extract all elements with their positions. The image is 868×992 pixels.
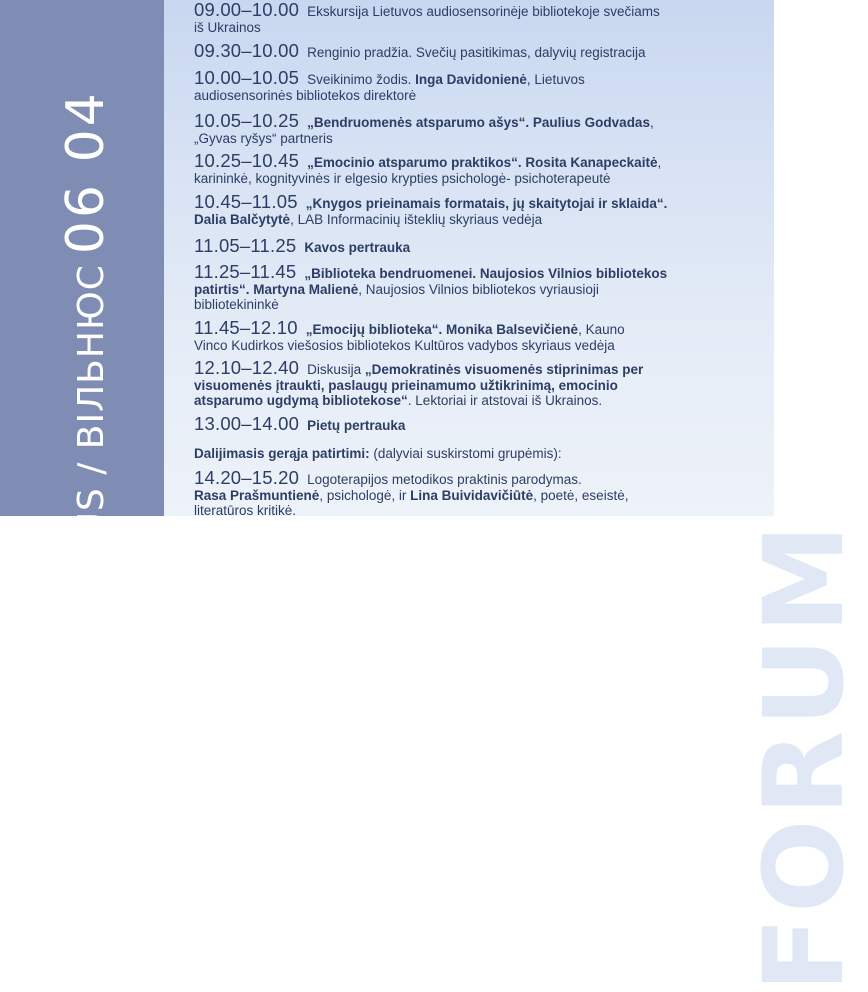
agenda-text: „Demokratinės visuomenės stiprinimas per — [364, 362, 644, 377]
agenda-time: 11.45–12.10 — [194, 317, 298, 338]
agenda-text: literatūros kritikė. — [194, 503, 297, 518]
agenda-description — [307, 418, 405, 433]
agenda-text: atsparumo ugdymą bibliotekose“ — [194, 393, 408, 408]
agenda-description — [306, 322, 625, 337]
agenda-description — [306, 196, 668, 211]
agenda-time: 12.10–12.40 — [194, 357, 300, 378]
agenda-description-continued — [194, 503, 754, 518]
agenda-text: Lina Buividavičiūtė — [410, 488, 534, 503]
agenda-description-continued — [194, 171, 754, 186]
agenda-description — [307, 72, 585, 87]
agenda-text: audiosensorinės bibliotekos direktorė — [194, 88, 417, 103]
agenda-description — [307, 362, 643, 377]
agenda-time: 10.25–10.45 — [194, 150, 300, 171]
agenda-text: „Emocinio atsparumo praktikos“. Rosita Kanapeckaitė — [307, 155, 658, 170]
agenda-text: , LAB Informacinių išteklių skyriaus vedėja — [290, 212, 543, 227]
agenda-item — [194, 467, 754, 518]
agenda-text: karininkė, kognityvinės ir elgesio krypties psichologė- psichoterapeutė — [194, 171, 611, 186]
agenda-description — [304, 266, 667, 281]
agenda-text: Dalijimasis gerąja patirtimi: — [194, 446, 370, 461]
agenda-item — [194, 40, 754, 61]
agenda-time: 11.25–11.45 — [194, 261, 297, 282]
agenda-text: „Bendruomenės atsparumo ašys“. Paulius Godvadas — [307, 115, 650, 130]
agenda-text: Renginio pradžia. Svečių pasitikimas, dalyvių registracija — [307, 45, 646, 60]
agenda-text: , Kauno — [578, 322, 625, 337]
agenda-text: iš Ukrainos — [194, 20, 261, 35]
agenda-text: , Lietuvos — [526, 72, 585, 87]
sidebar-date: 06 04 — [56, 90, 116, 255]
agenda-text: Kavos pertrauka — [304, 240, 411, 255]
agenda-text: „Biblioteka bendruomenei. Naujosios Vilnios bibliotekos — [304, 266, 668, 281]
agenda-item — [194, 67, 754, 103]
agenda-description-continued — [194, 297, 754, 312]
agenda-text: Rasa Prašmuntienė — [194, 488, 320, 503]
agenda-description-continued — [194, 282, 754, 297]
agenda-description-continued — [194, 378, 754, 393]
agenda-item — [194, 357, 754, 408]
agenda-description-continued — [194, 88, 754, 103]
agenda-item — [194, 235, 754, 256]
agenda-time: 14.20–15.20 — [194, 467, 300, 488]
agenda-time: 09.30–10.00 — [194, 40, 300, 61]
agenda-description — [307, 472, 582, 487]
agenda-time: 10.05–10.25 — [194, 110, 300, 131]
agenda-text: patirtis“. Martyna Malienė — [194, 282, 359, 297]
agenda-text: , Naujosios Vilnios bibliotekos vyriausioji — [358, 282, 599, 297]
agenda-time: 09.00–10.00 — [194, 0, 300, 20]
agenda-item — [194, 2, 754, 35]
agenda-text: , — [649, 115, 654, 130]
sidebar-vertical-text — [56, 90, 116, 578]
agenda-description — [194, 446, 562, 461]
agenda-text: , psichologė, ir — [319, 488, 411, 503]
agenda-description-continued — [194, 393, 754, 408]
forum-watermark: FORUM — [740, 520, 868, 992]
agenda-time: 11.05–11.25 — [194, 235, 297, 256]
agenda-text: , poetė, eseistė, — [533, 488, 629, 503]
agenda-text: bibliotekininkė — [194, 297, 279, 312]
agenda-time: 13.00–14.00 — [194, 413, 300, 434]
agenda-item — [194, 110, 754, 146]
agenda-text: „Emocijų biblioteka“. Monika Balsevičienė — [305, 322, 579, 337]
agenda-text: (dalyviai suskirstomi grupėmis): — [369, 446, 562, 461]
agenda-text: Inga Davidonienė — [415, 72, 527, 87]
agenda-description-continued — [194, 338, 754, 353]
agenda-text: Dalia Balčytytė — [194, 212, 291, 227]
agenda-text: Vinco Kudirkos viešosios bibliotekos Kultūros vadybos skyriaus vedėja — [194, 338, 615, 353]
sidebar-city: NIUS / ВІЛЬНЮС — [71, 264, 112, 578]
agenda-time: 10.00–10.05 — [194, 67, 300, 88]
agenda-text: Logoterapijos metodikos praktinis parodymas. — [307, 472, 582, 487]
agenda-text: Ekskursija Lietuvos audiosensorinėje bibliotekoje svečiams — [307, 4, 660, 19]
agenda-item — [194, 261, 754, 312]
agenda-text: visuomenės įtraukti, paslaugų prieinamumo užtikrinimą, emocinio — [194, 378, 618, 393]
agenda-text: Pietų pertrauka — [307, 418, 406, 433]
agenda-text: . Lektoriai ir atstovai iš Ukrainos. — [407, 393, 603, 408]
agenda-text: Sveikinimo žodis. — [307, 72, 416, 87]
agenda-description-continued — [194, 131, 754, 146]
agenda-time: 10.45–11.05 — [194, 191, 298, 212]
agenda-description-continued — [194, 212, 754, 227]
agenda-text: , — [657, 155, 662, 170]
agenda-item — [194, 446, 754, 462]
agenda-description — [304, 240, 410, 255]
agenda-text: „Knygos prieinamais formatais, jų skaitytojai ir sklaida“. — [305, 196, 668, 211]
agenda-text: Diskusija — [307, 362, 365, 377]
agenda-description — [307, 115, 654, 130]
agenda-description — [307, 155, 661, 170]
agenda-item — [194, 150, 754, 186]
agenda-text: „Gyvas ryšys“ partneris — [194, 131, 333, 146]
agenda-description — [307, 4, 660, 19]
agenda-description-continued — [194, 488, 754, 503]
agenda-description-continued — [194, 20, 754, 35]
agenda-item — [194, 317, 754, 353]
agenda-description — [307, 45, 645, 60]
agenda-item — [194, 413, 754, 434]
sidebar-band — [0, 0, 164, 578]
agenda-item — [194, 191, 754, 227]
